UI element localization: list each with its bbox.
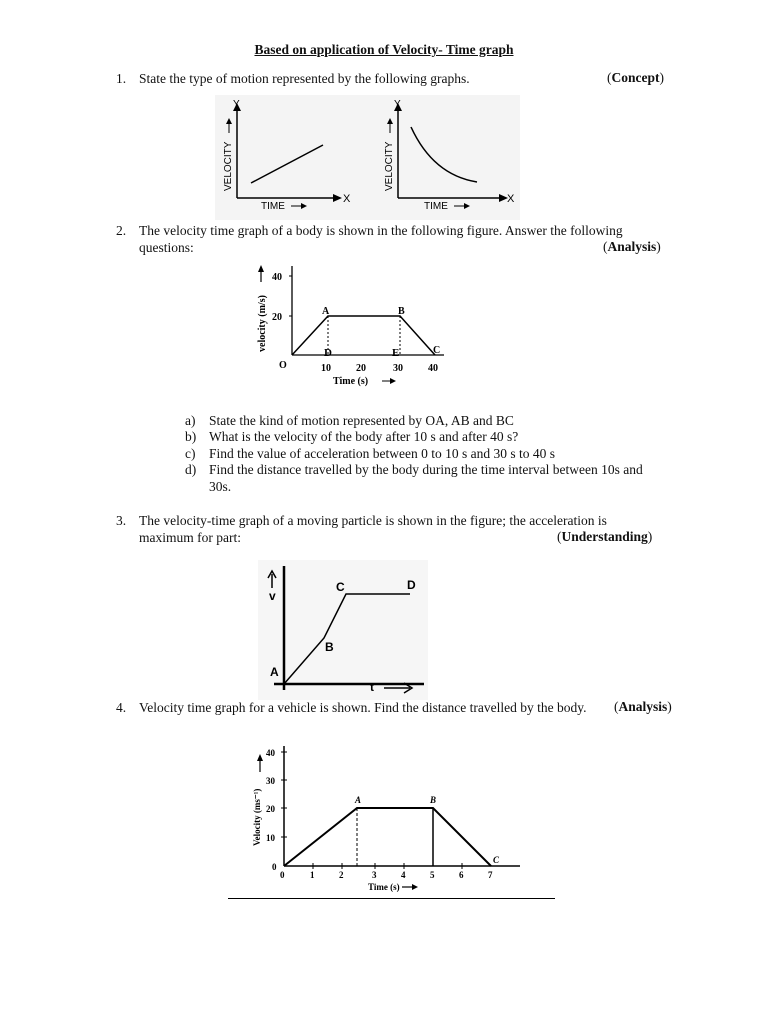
q4-plot-line [284, 808, 491, 866]
q2-xtick-30: 30 [393, 363, 403, 374]
q1-graph-1-ylabel: VELOCITY [223, 141, 234, 191]
q1-graph-1-xlabel: TIME [261, 201, 285, 212]
q2-origin: O [279, 360, 287, 371]
q3-tag: (Understanding) [557, 529, 653, 544]
q2-part-b-text: What is the velocity of the body after 10 s and after 40 s? [209, 429, 519, 444]
q4-text: Velocity time graph for a vehicle is shown. Find the distance travelled by the body. [139, 700, 587, 715]
q4-xlabel: Time (s) [368, 882, 400, 892]
q4-ytick-20: 20 [266, 804, 275, 814]
q2-part-d-text2: 30s. [209, 479, 232, 494]
q4-ytick-10: 10 [266, 833, 275, 843]
q3-point-c: C [336, 580, 345, 594]
q1-number: 1. [116, 71, 127, 86]
q2-part-c-label: c) [185, 446, 196, 461]
q2-xtick-40: 40 [428, 363, 438, 374]
q2-point-e: E [392, 347, 400, 359]
q2-xlabel: Time (s) [333, 376, 369, 387]
q4-ytick-30: 30 [266, 776, 275, 786]
q3-line2: maximum for part: [139, 530, 241, 545]
q1-graph-2-x: X [507, 193, 515, 205]
q2-xtick-20: 20 [356, 363, 366, 374]
q3-v-label: v [269, 589, 276, 603]
bottom-rule [228, 898, 555, 899]
q2-line1: The velocity time graph of a body is shown in the following figure. Answer the following [139, 223, 623, 238]
q1-graph-1-y: Y [233, 99, 240, 110]
q2-line2: questions: [139, 240, 194, 255]
q4-xtick-3: 3 [372, 870, 377, 880]
q2-number: 2. [116, 223, 127, 238]
q4-number: 4. [116, 700, 127, 715]
q2-part-c-text: Find the value of acceleration between 0 to 10 s and 30 s to 40 s [209, 446, 556, 461]
q3-line1: The velocity-time graph of a moving particle is shown in the figure; the acceleration is [139, 513, 607, 528]
q2-graph [248, 258, 458, 393]
q2-part-a-label: a) [185, 413, 196, 428]
q2-tag-text: Analysis [607, 239, 657, 254]
q3-number: 3. [116, 513, 127, 528]
q4-xtick-6: 6 [459, 870, 464, 880]
q2-part-a-text: State the kind of motion represented by OA, AB and BC [209, 413, 514, 428]
q4-xtick-5: 5 [430, 870, 435, 880]
q4-ylabel: Velocity (ms⁻¹) [252, 788, 262, 846]
q3-tag-text: Understanding [561, 529, 648, 544]
q3-graph [258, 560, 428, 700]
q4-xtick-2: 2 [339, 870, 344, 880]
q2-ytick-40: 40 [272, 272, 282, 283]
q4-point-b: B [430, 795, 437, 805]
q1-tag: (Concept) [607, 70, 664, 85]
q2-xtick-10: 10 [321, 363, 331, 374]
q1-graph-2-y: Y [394, 99, 401, 110]
q2-ylabel: velocity (m/s) [257, 295, 268, 352]
q3-point-d: D [407, 578, 416, 592]
q2-part-d-text: Find the distance travelled by the body during the time interval between 10s and [209, 462, 643, 477]
q1-graph-1-x: X [343, 193, 351, 205]
q2-part-b-label: b) [185, 429, 197, 444]
q4-graph [240, 740, 530, 895]
q3-point-b: B [325, 640, 334, 654]
q2-tag: (Analysis) [603, 239, 661, 254]
q2-part-d-label: d) [185, 462, 197, 477]
page-title: Based on application of Velocity- Time graph [254, 42, 514, 57]
q1-graphs [215, 95, 520, 220]
q1-graph-2-xlabel: TIME [424, 201, 448, 212]
q4-xtick-0: 0 [280, 870, 285, 880]
q4-point-a: A [355, 795, 362, 805]
q2-point-b: B [398, 306, 405, 317]
q2-point-d: D [324, 347, 332, 359]
q3-point-a: A [270, 665, 279, 679]
q1-text: State the type of motion represented by the following graphs. [139, 71, 470, 86]
q2-point-c: C [433, 345, 441, 356]
q2-plot-line [292, 316, 435, 355]
q1-tag-text: Concept [611, 70, 660, 85]
q4-tag: (Analysis) [614, 699, 672, 714]
q4-point-c: C [493, 855, 500, 865]
q3-t-label: t [370, 680, 374, 694]
q4-ytick-40: 40 [266, 748, 275, 758]
q2-point-a: A [322, 306, 330, 317]
q4-tag-text: Analysis [618, 699, 668, 714]
q2-ytick-20: 20 [272, 312, 282, 323]
q4-xtick-4: 4 [401, 870, 406, 880]
q4-xtick-7: 7 [488, 870, 493, 880]
q4-xtick-1: 1 [310, 870, 315, 880]
q4-ytick-0: 0 [272, 862, 277, 872]
q1-graph-2-ylabel: VELOCITY [384, 141, 395, 191]
